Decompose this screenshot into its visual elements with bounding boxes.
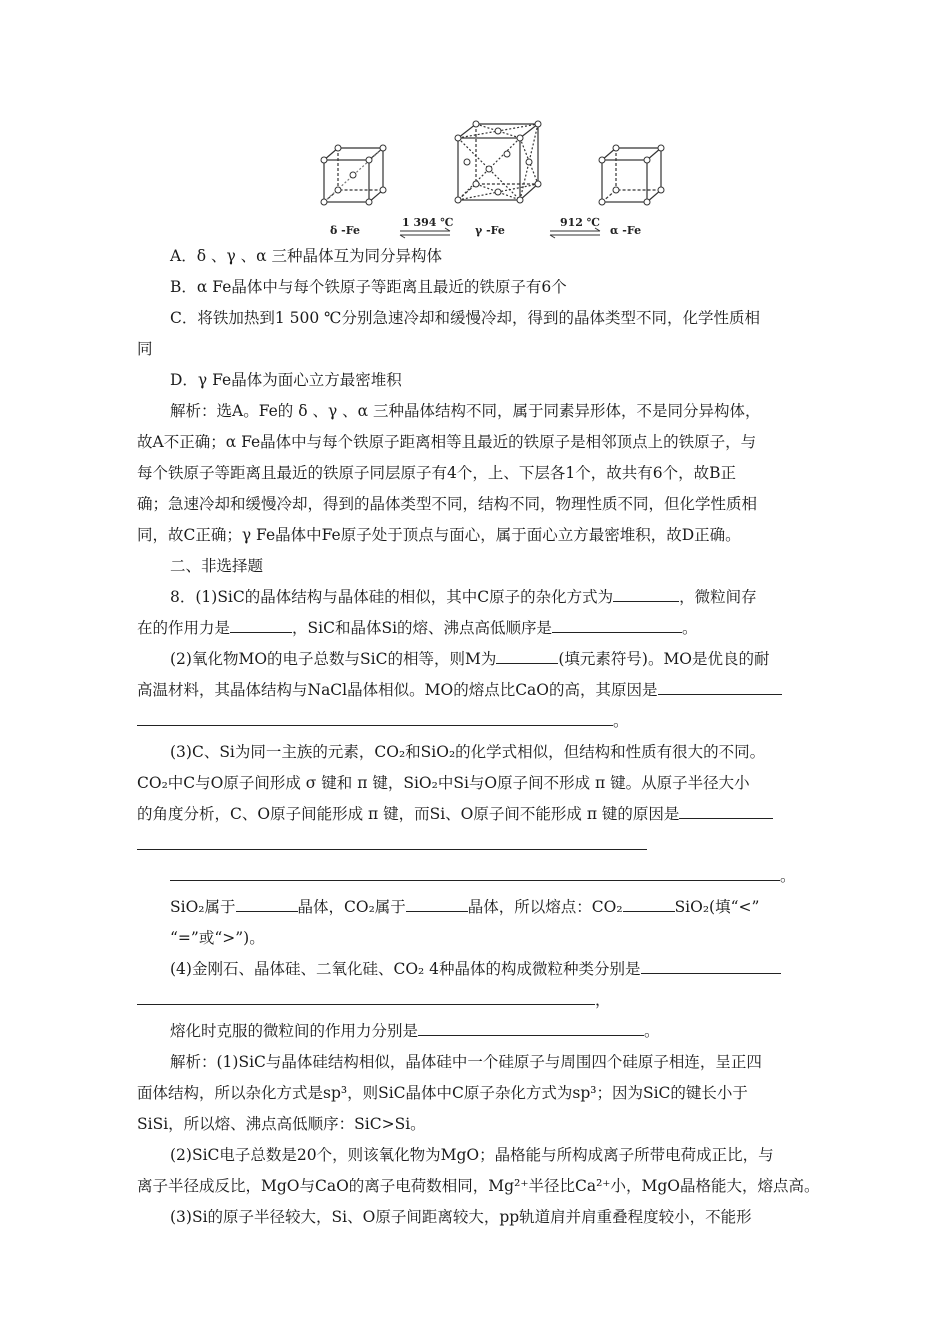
q8-part4-line2: ，	[137, 990, 837, 1010]
q8-part2-line2: 高温材料，其晶体结构与NaCl晶体相似。MO的熔点比CaO的高，其原因是	[137, 680, 837, 700]
q8-part1-line1: 8．(1)SiC的晶体结构与晶体硅的相似，其中C原子的杂化方式为 ，微粒间存	[170, 588, 757, 606]
analysis-8-line-5: 离子半径成反比，MgO与CaO的离子电荷数相同，Mg²⁺半径比Ca²⁺小，MgO晶格能大，熔点高。	[137, 1177, 820, 1195]
answer-blank[interactable]	[623, 897, 675, 912]
answer-blank[interactable]	[658, 680, 782, 695]
answer-blank[interactable]	[496, 649, 558, 664]
q8-part2-line3: 。	[137, 711, 837, 731]
answer-blank[interactable]	[641, 959, 781, 974]
iron-crystal-diagram	[300, 118, 680, 243]
label-alpha-fe: α -Fe	[610, 224, 642, 237]
option-c-continued: 同	[137, 340, 153, 358]
label-delta-fe: δ -Fe	[330, 224, 360, 237]
label-gamma-fe: γ -Fe	[475, 224, 505, 237]
q8-part1-line2: 在的作用力是 ，SiC和晶体Si的熔、沸点高低顺序是 。	[137, 619, 698, 637]
answer-blank[interactable]	[137, 835, 647, 850]
answer-blank[interactable]	[418, 1021, 644, 1036]
answer-blank[interactable]	[230, 618, 292, 633]
analysis-7-line-2: 故A不正确；α Fe晶体中与每个铁原子距离相等且最近的铁原子是相邻顶点上的铁原子，与	[137, 433, 757, 451]
answer-blank[interactable]	[613, 587, 679, 602]
q8-part3-line5: 。	[170, 866, 870, 886]
analysis-7-line-3: 每个铁原子等距离且最近的铁原子同层原子有4个，上、下层各1个，故共有6个，故B正	[137, 464, 736, 482]
option-b: B．α Fe晶体中与每个铁原子等距离且最近的铁原子有6个	[170, 278, 567, 296]
option-a: A．δ 、γ 、α 三种晶体互为同分异构体	[170, 247, 443, 265]
q8-part3-line4	[137, 835, 837, 855]
q8-part4-line1: (4)金刚石、晶体硅、二氧化硅、CO₂ 4种晶体的构成微粒种类分别是	[170, 959, 870, 979]
analysis-8-line-6: (3)Si的原子半径较大，Si、O原子间距离较大，pp轨道肩并肩重叠程度较小，不能形	[170, 1208, 752, 1226]
analysis-8-line-4: (2)SiC电子总数是20个，则该氧化物为MgO；晶格能与所构成离子所带电荷成正比，与	[170, 1146, 774, 1164]
answer-blank[interactable]	[236, 897, 298, 912]
analysis-7-line-4: 确；急速冷却和缓慢冷却，得到的晶体类型不同，结构不同，物理性质不同，但化学性质相	[137, 495, 758, 513]
analysis-8-line-3: SiSi，所以熔、沸点高低顺序：SiC>Si。	[137, 1115, 426, 1133]
q8-part2-line1: (2)氧化物MO的电子总数与SiC的相等，则M为 (填元素符号)。MO是优良的耐	[170, 650, 770, 668]
analysis-7-line-5: 同，故C正确；γ Fe晶体中Fe原子处于顶点与面心，属于面心立方最密堆积，故D正确。	[137, 526, 741, 544]
q8-part3-line2: CO₂中C与O原子间形成 σ 键和 π 键，SiO₂中Si与O原子间不形成 π 键。从原子半径大小	[137, 774, 750, 792]
alpha-fe-cell	[602, 148, 661, 202]
answer-blank[interactable]	[137, 711, 613, 726]
q8-part3-line6: SiO₂属于 晶体，CO₂属于 晶体，所以熔点：CO₂ SiO₂(填“<”	[170, 898, 760, 916]
analysis-8-line-1: 解析：(1)SiC与晶体硅结构相似，晶体硅中一个硅原子与周围四个硅原子相连，呈正四	[170, 1053, 762, 1071]
option-d: D．γ Fe晶体为面心立方最密堆积	[170, 371, 402, 389]
analysis-8-line-2: 面体结构，所以杂化方式是sp³，则SiC晶体中C原子杂化方式为sp³；因为SiC的键长小于	[137, 1084, 748, 1102]
q8-part3-line1: (3)C、Si为同一主族的元素，CO₂和SiO₂的化学式相似，但结构和性质有很大的不同。	[170, 743, 766, 761]
option-c: C．将铁加热到1 500 ℃分别急速冷却和缓慢冷却，得到的晶体类型不同，化学性质相	[170, 309, 761, 327]
analysis-7-line-1: 解析：选A。Fe的 δ 、γ 、α 三种晶体结构不同，属于同素异形体，不是同分异构体，	[170, 402, 761, 420]
label-temp-1394: 1 394 ℃	[402, 216, 454, 229]
section-heading: 二、非选择题	[170, 557, 264, 575]
q8-part3-line3: 的角度分析，C、O原子间能形成 π 键，而Si、O原子间不能形成 π 键的原因是	[137, 804, 837, 824]
q8-part3-line7: “=”或“>”)。	[170, 929, 265, 947]
label-temp-912: 912 ℃	[560, 216, 600, 229]
iron-crystal-figure	[300, 118, 680, 243]
q8-part4-line3: 熔化时克服的微粒间的作用力分别是 。	[170, 1022, 660, 1040]
answer-blank[interactable]	[170, 866, 780, 881]
answer-blank[interactable]	[552, 618, 682, 633]
answer-blank[interactable]	[679, 804, 773, 819]
answer-blank[interactable]	[137, 990, 595, 1005]
answer-blank[interactable]	[406, 897, 468, 912]
